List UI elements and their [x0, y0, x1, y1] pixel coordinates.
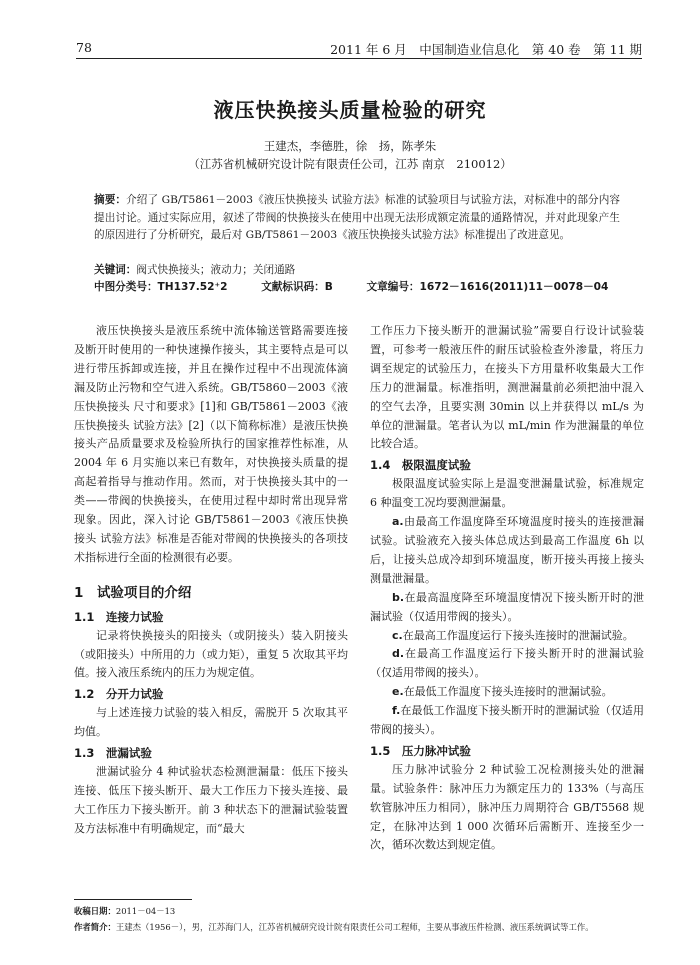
section-1-5-text: 压力脉冲试验分 2 种试验工况检测接头处的泄漏量。试验条件：脉冲压力为额定压力的 133%（与高压软管脉冲压力相同），脉冲压力周期符合 GB/T5568 规定，在脉冲达到 1 000 次循环后需断开、连接至少一次，循环次数达到规定值。: [370, 762, 644, 852]
list-item: b.在最高温度降至环境温度情况下接头断开时的泄漏试验（仅适用带阀的接头）。: [370, 590, 644, 623]
list-item: f.在最低工作温度下接头断开时的泄漏试验（仅适用带阀的接头）。: [370, 704, 644, 737]
section-1-2-heading: 1.2 分开力试验: [74, 687, 164, 702]
keywords-text: 阀式快换接头；液动力；关闭通路: [136, 264, 296, 276]
received-date-note: [74, 905, 654, 917]
section-1-4-heading: 1.4 极限温度试验: [370, 458, 471, 473]
journal-info: 2011 年 6 月 中国制造业信息化 第 40 卷 第 11 期: [330, 42, 642, 57]
section-1-3-continued: 工作压力下接头断开的泄漏试验”需要自行设计试验装置，可参考一般液压件的耐压试验检查外渗量，将压力调至规定的试验压力，在接头下方用量杯收集最大工作压力的泄漏量。标准指明，测泄漏量前必须把油中混入的空气去净，且要实测 30min 以上并获得以 mL/s 为单位的泄漏量。笔者认为以 mL/min 作为泄漏量的单位比较合适。: [370, 324, 644, 451]
running-header: [76, 36, 642, 59]
keywords: [94, 262, 620, 277]
received-date: 2011－04－13: [115, 906, 176, 916]
abstract-label: 摘要：: [94, 194, 127, 206]
received-label: 收稿日期：: [74, 906, 116, 916]
section-1-heading: 1 试验项目的介绍: [74, 584, 192, 601]
section-1-3-text: 泄漏试验分 4 种试验状态检测泄漏量：低压下接头连接、低压下接头断开、最大工作压力下接头连接、最大工作压力下接头断开。前 3 种状态下的泄漏试验装置及方法标准中有明确规定，而“最大: [74, 764, 348, 835]
author-bio-note: [74, 921, 654, 933]
abstract-text: 介绍了 GB/T5861－2003《液压快换接头 试验方法》标准的试验项目与试验方法，对标准中的部分内容提出讨论。通过实际应用，叙述了带阀的快换接头在使用中出现无法形成额定流量的通路情况，并对此现象产生的原因进行了分析研究，最后对 GB/T5861－2003《液压快换接头试验方法》标准提出了改进意见。: [94, 194, 620, 241]
classification-line: [94, 279, 620, 294]
author-bio-text: 王建杰（1956－），男，江苏海门人，江苏省机械研究设计院有限责任公司工程师，主要从事液压件检测、液压系统调试等工作。: [115, 922, 594, 932]
article-number: 文章编号：1672－1616(2011)11－0078－04: [366, 281, 609, 293]
intro-paragraph: 液压快换接头是液压系统中流体输送管路需要连接及断开时使用的一种快速操作接头，其主要特点是可以进行带压拆卸或连接，并且在操作过程中不出现流体滴漏及防止污物和空气进入系统。GB/T5860－2003《液压快换接头 尺寸和要求》[1]和 GB/T5861－2003《液压快换接头 试验方法》[2]（以下简称标准）是液压快换接头产品质量要求及检验所执行的国家推荐性标准，从 2004 年 6 月实施以来已有数年，对快换接头质量的提高起着指导与推动作用。然而，对于快换接头其中的一类——带阀的快换接头，在使用过程中却时常出现异常现象。因此，深入讨论 GB/T5861－2003《液压快换接头 试验方法》标准是否能对带阀的快换接头的各项技术指标进行全面的检测很有必要。: [74, 324, 348, 564]
abstract: [94, 192, 620, 245]
list-item: a.由最高工作温度降至环境温度时接头的连接泄漏试验。试验液充入接头体总成达到最高工作温度 6h 以后，让接头总成冷却到环境温度，断开接头再接上接头测量泄漏量。: [370, 515, 644, 585]
left-column: [74, 322, 348, 839]
paper-title: 液压快换接头质量检验的研究: [213, 98, 487, 122]
list-item: d.在最高工作温度运行下接头断开时的泄漏试验（仅适用带阀的接头）。: [370, 647, 644, 680]
document-code: 文献标识码：B: [261, 281, 333, 293]
affiliation: （江苏省机械研究设计院有限责任公司，江苏 南京 210012）: [188, 157, 512, 171]
list-item: c.在最高工作温度运行下接头连接时的泄漏试验。: [392, 628, 634, 642]
footnote-divider: [74, 899, 192, 900]
author-list: 王建杰，李德胜，徐 扬，陈孝朱: [263, 139, 437, 153]
section-1-2-text: 与上述连接力试验的装入相反，需脱开 5 次取其平均值。: [74, 706, 348, 739]
section-1-5-heading: 1.5 压力脉冲试验: [370, 743, 471, 758]
section-1-4-text: 极限温度试验实际上是温变泄漏量试验，标准规定 6 种温变工况均要测泄漏量。: [370, 477, 644, 510]
author-bio-label: 作者简介：: [74, 922, 116, 932]
page-number: 78: [76, 40, 92, 55]
list-item: e.在最低工作温度下接头连接时的泄漏试验。: [392, 685, 613, 699]
section-1-3-heading: 1.3 泄漏试验: [74, 746, 152, 761]
section-1-1-text: 记录将快换接头的阳接头（或阴接头）装入阴接头（或阳接头）中所用的力（或力矩），重复 5 次取其平均值。接入液压系统内的压力为规定值。: [74, 628, 348, 680]
keywords-label: 关键词：: [94, 264, 137, 276]
clc-number: 中图分类号：TH137.52⁺2: [94, 281, 228, 293]
section-1-1-heading: 1.1 连接力试验: [74, 609, 164, 624]
right-column: [370, 322, 644, 855]
